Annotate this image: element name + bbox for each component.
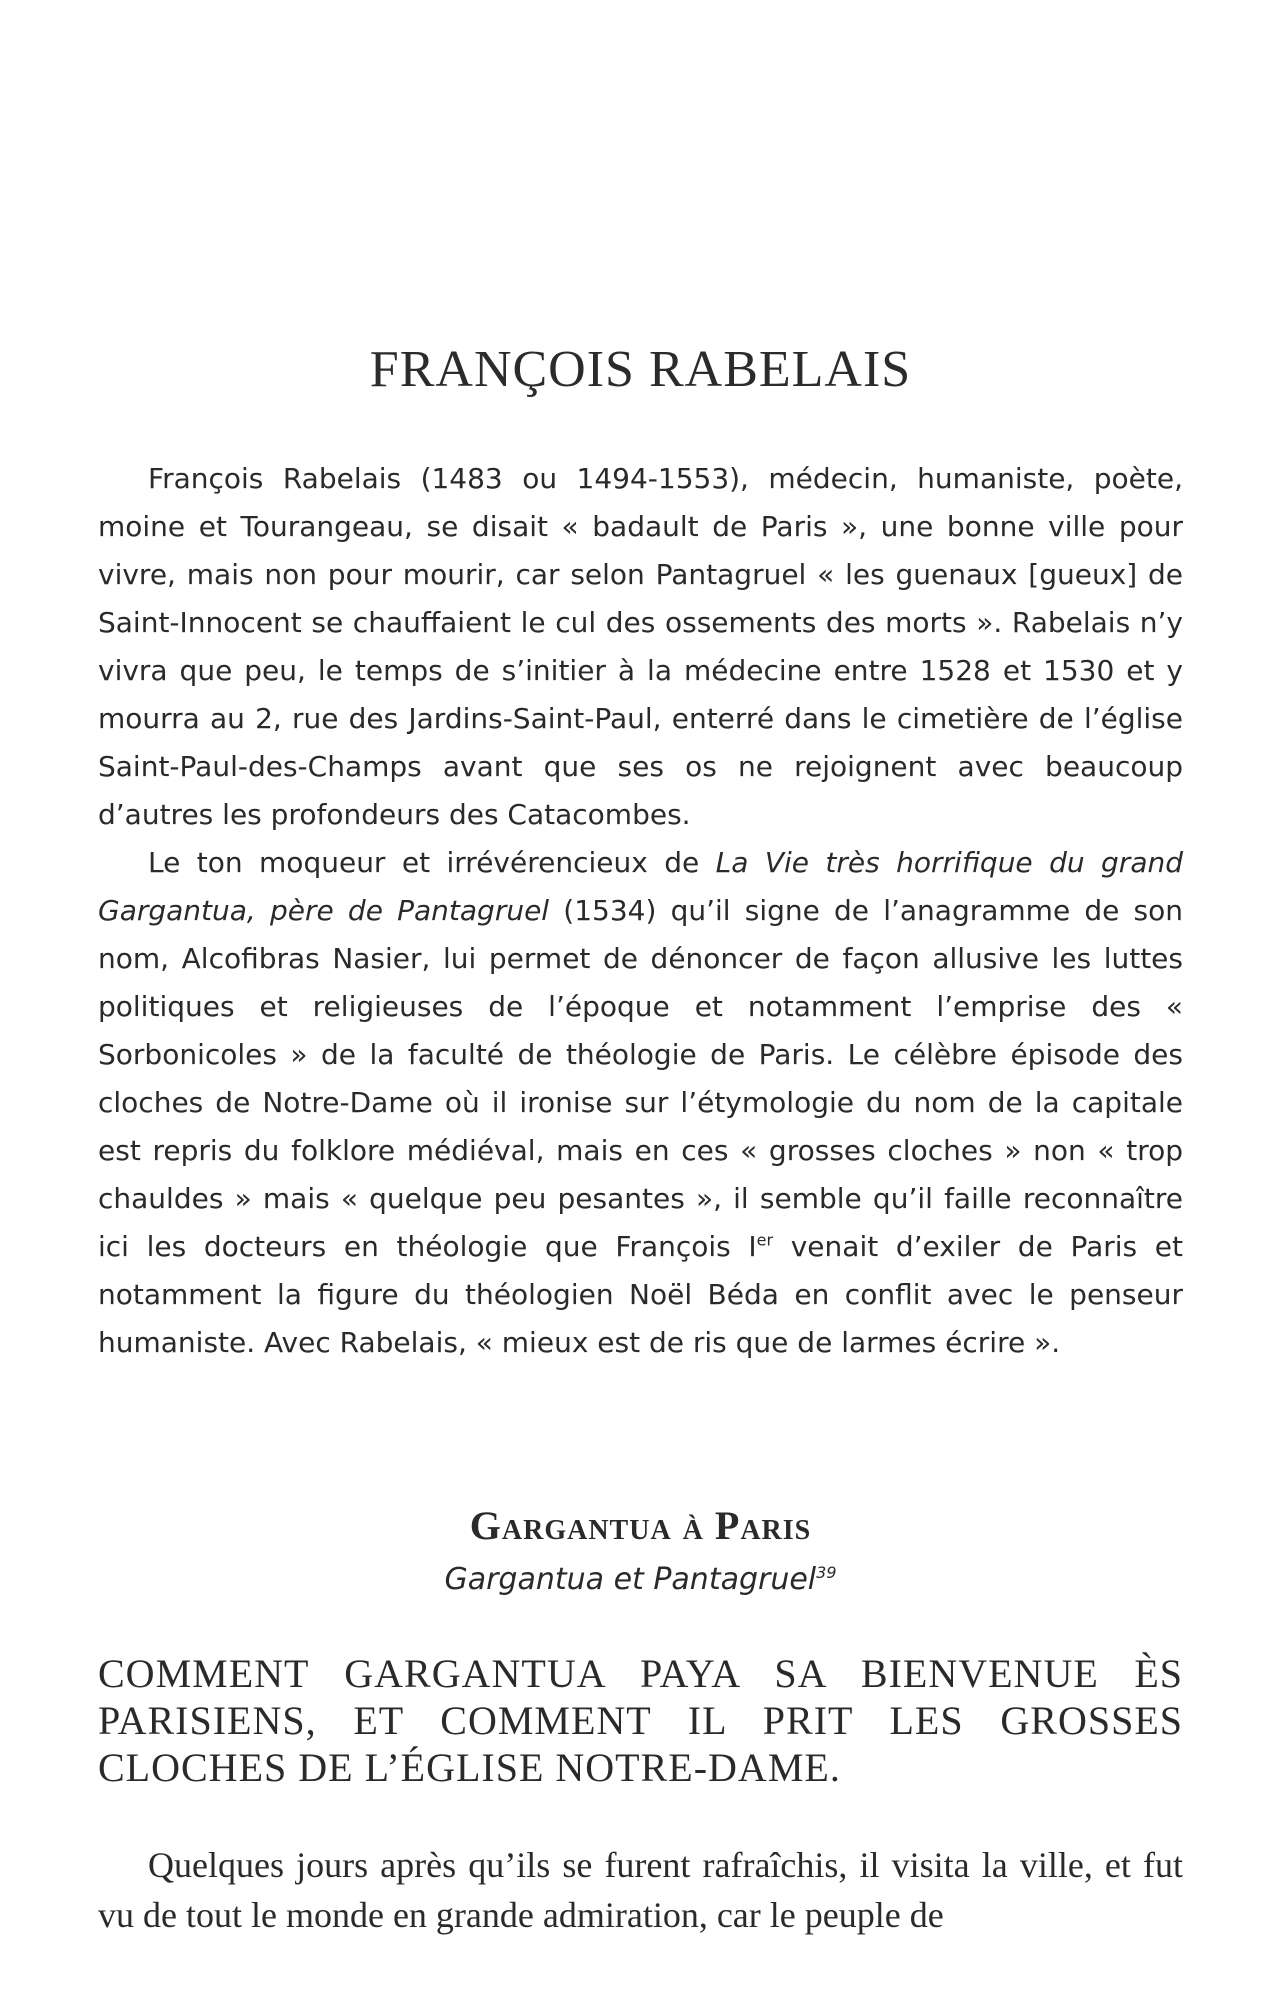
source-title: Gargantua et Pantagruel xyxy=(444,1562,817,1597)
section-title: Gargantua à Paris xyxy=(469,1503,812,1548)
chapter-title: FRANÇOIS RABELAIS xyxy=(369,341,912,398)
book-title: La Vie très horrifique du grand Gargantua, père de Pantagruel xyxy=(98,846,1183,927)
ordinal-superscript: er xyxy=(756,1230,774,1250)
excerpt-text: Quelques jours après qu’ils se furent rafraîchis, il visita la ville, et fut vu de tout le monde en grande admiration, car le peuple de xyxy=(98,1845,1183,1935)
biography xyxy=(98,455,1183,1367)
bio-p2-lead: Le ton moqueur et irrévérencieux de xyxy=(148,846,716,879)
excerpt-heading: COMMENT GARGANTUA PAYA SA BIENVENUE ÈS PARISIENS, ET COMMENT IL PRIT LES GROSSES CLOCHES DE L’ÉGLISE NOTRE-DAME. xyxy=(98,1651,1183,1790)
bio-p2-mid: (1534) qu’il signe de l’anagramme de son nom, Alcofibras Nasier, lui permet de dénoncer de façon allusive les luttes politiques et religieuses de l’époque et notamment l’emprise des « Sorbonicoles » de la faculté de théologie de Paris. Le célèbre épisode des cloches de Notre-Dame où il ironise sur l’étymologie du nom de la capitale est repris du folklore médiéval, mais en ces « grosses cloches » non « trop chauldes » mais « quelque peu pesantes », il semble qu’il faille reconnaître ici les docteurs en théologie que François I xyxy=(98,894,1184,1263)
section-subtitle xyxy=(98,1562,1183,1597)
footnote-marker: 39 xyxy=(816,1563,837,1582)
bio-p2-end: venait d’exiler de Paris et notamment la figure du théologien Noël Béda en conflit avec le penseur humaniste. Avec Rabelais, « mieux est de ris que de larmes écrire ». xyxy=(98,1230,1183,1359)
bio-paragraph-2 xyxy=(98,839,1183,1367)
bio-paragraph-1: François Rabelais (1483 ou 1494-1553), médecin, humaniste, poète, moine et Tourangeau, se disait « badault de Paris », une bonne ville pour vivre, mais non pour mourir, car selon Pantagruel « les guenaux [gueux] de Saint-Innocent se chauffaient le cul des ossements des morts ». Rabelais n’y vivra que peu, le temps de s’initier à la médecine entre 1528 et 1530 et y mourra au 2, rue des Jardins-Saint-Paul, enterré dans le cimetière de l’église Saint-Paul-des-Champs avant que ses os ne rejoignent avec beaucoup d’autres les profondeurs des Catacombes. xyxy=(98,462,1183,831)
